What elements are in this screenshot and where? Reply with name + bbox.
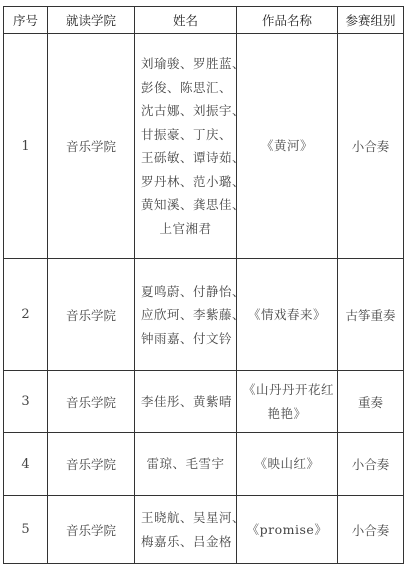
row-group: 小合奏 [338, 432, 404, 495]
names-line: 李佳彤、黄紫晴 [141, 393, 233, 409]
row-group: 重奏 [338, 371, 404, 432]
names-line: 应欣珂、李紫藤、 [141, 307, 246, 323]
header-group: 参赛组别 [338, 7, 404, 34]
work-line: 《promise》 [246, 521, 328, 537]
names-line: 甘振豪、丁庆、 [141, 126, 233, 142]
row-group: 小合奏 [338, 34, 404, 259]
row-names [135, 371, 237, 432]
table-header-row [4, 7, 404, 34]
work-line: 《映山红》 [254, 456, 320, 472]
row-work [237, 432, 338, 495]
names-line: 上官湘君 [159, 220, 212, 236]
work-line: 《山丹丹开花红 [243, 382, 335, 398]
names-line: 王晓航、吴星河、 [141, 510, 246, 526]
names-line: 刘瑜骏、罗胜蓝、 [141, 56, 246, 72]
work-line: 《黄河》 [260, 138, 313, 154]
names-line: 王砾敏、谭诗茹、 [141, 150, 246, 166]
row-work [237, 259, 338, 371]
entries-table [3, 6, 404, 564]
header-index: 序号 [4, 7, 48, 34]
names-line: 罗丹林、范小璐、 [141, 173, 246, 189]
row-college: 音乐学院 [48, 371, 135, 432]
names-line: 沈古娜、刘振宇、 [141, 103, 246, 119]
row-college: 音乐学院 [48, 496, 135, 564]
table-row [4, 432, 404, 495]
table-row [4, 259, 404, 371]
table-row [4, 34, 404, 259]
work-line: 艳艳》 [267, 405, 307, 421]
cropped-title-strip [0, 0, 405, 5]
row-work [237, 34, 338, 259]
row-college: 音乐学院 [48, 259, 135, 371]
header-college: 就读学院 [48, 7, 135, 34]
table-row [4, 496, 404, 564]
row-group: 小合奏 [338, 496, 404, 564]
work-line: 《情戏春来》 [247, 307, 326, 323]
row-college: 音乐学院 [48, 34, 135, 259]
row-names [135, 259, 246, 371]
header-names: 姓名 [135, 7, 237, 34]
table-row [4, 371, 404, 432]
row-work [237, 371, 338, 432]
names-line: 黄知溪、龚思佳、 [141, 197, 246, 213]
row-names [135, 432, 237, 495]
row-index: 5 [4, 496, 48, 564]
row-index: 3 [4, 371, 48, 432]
row-work [237, 496, 338, 564]
names-line: 彭俊、陈思汇、 [141, 79, 233, 95]
names-line: 梅嘉乐、吕金格 [141, 533, 233, 549]
row-names [135, 496, 246, 564]
header-work: 作品名称 [237, 7, 338, 34]
row-index: 4 [4, 432, 48, 495]
row-college: 音乐学院 [48, 432, 135, 495]
row-names [135, 34, 246, 259]
names-line: 钟雨嘉、付文钤 [141, 330, 233, 346]
names-line: 夏鸣蔚、付静怡、 [141, 283, 246, 299]
row-group: 古筝重奏 [338, 259, 404, 371]
row-index: 2 [4, 259, 48, 371]
names-line: 雷琼、毛雪宇 [146, 456, 225, 472]
row-index: 1 [4, 34, 48, 259]
